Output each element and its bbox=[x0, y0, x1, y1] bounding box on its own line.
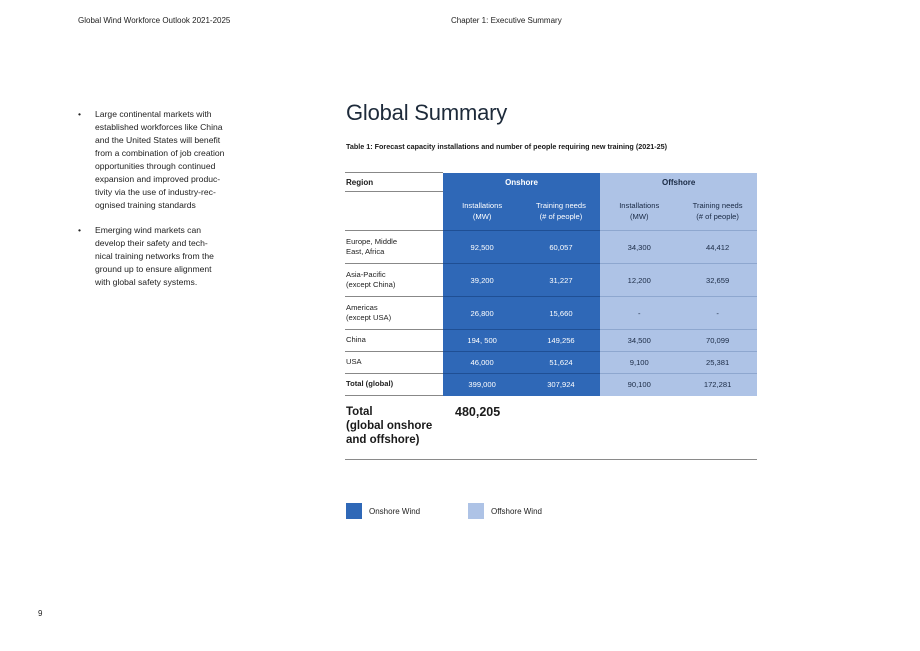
bullet-item bbox=[78, 224, 258, 289]
table-row bbox=[345, 231, 757, 264]
onshore-installations-cell: 26,800 bbox=[443, 297, 522, 330]
grand-total-label bbox=[346, 405, 432, 447]
running-header-title: Global Wind Workforce Outlook 2021-2025 bbox=[78, 16, 231, 25]
onshore-installations-cell: 46,000 bbox=[443, 352, 522, 374]
region-cell bbox=[345, 264, 443, 297]
subheader-line: Installations bbox=[462, 200, 503, 210]
page-number: 9 bbox=[38, 609, 43, 618]
table-subheader-row bbox=[345, 192, 757, 231]
region-line: East, Africa bbox=[346, 247, 385, 256]
region-cell bbox=[345, 231, 443, 264]
legend-offshore-label: Offshore Wind bbox=[491, 506, 542, 516]
bullet-marker: • bbox=[78, 109, 82, 119]
onshore-installations-cell: 92,500 bbox=[443, 231, 522, 264]
onshore-swatch bbox=[346, 503, 362, 519]
bullet-line: tivity via the use of industry-rec- bbox=[95, 187, 216, 197]
bullet-line: and the United States will benefit bbox=[95, 135, 221, 145]
region-cell: Total (global) bbox=[345, 374, 443, 396]
bullet-line: ground up to ensure alignment bbox=[95, 264, 212, 274]
subheader-line: Training needs bbox=[692, 200, 743, 210]
subheader-line: (MW) bbox=[472, 211, 492, 221]
running-header-chapter: Chapter 1: Executive Summary bbox=[451, 16, 562, 25]
offshore-swatch bbox=[468, 503, 484, 519]
region-header: Region bbox=[345, 173, 443, 192]
bullet-line: from a combination of job creation bbox=[95, 148, 225, 158]
offshore-training-cell: 70,099 bbox=[678, 330, 757, 352]
bullet-list bbox=[78, 108, 258, 301]
subheader-line: Training needs bbox=[535, 200, 586, 210]
region-line: Asia-Pacific bbox=[346, 269, 386, 279]
table-row bbox=[345, 297, 757, 330]
onshore-training-cell: 15,660 bbox=[522, 297, 601, 330]
bullet-line: with global safety systems. bbox=[95, 277, 198, 287]
bullet-line: nical training networks from the bbox=[95, 251, 214, 261]
bullet-item bbox=[78, 108, 258, 212]
onshore-installations-cell: 194, 500 bbox=[443, 330, 522, 352]
offshore-installations-cell: - bbox=[600, 297, 678, 330]
offshore-installations-cell: 12,200 bbox=[600, 264, 678, 297]
region-cell bbox=[345, 297, 443, 330]
grand-total-label-line: and offshore) bbox=[346, 434, 420, 446]
onshore-training-cell: 31,227 bbox=[522, 264, 601, 297]
subheader-line: (# of people) bbox=[539, 211, 583, 221]
onshore-training-cell: 60,057 bbox=[522, 231, 601, 264]
onshore-training-cell: 149,256 bbox=[522, 330, 601, 352]
offshore-installations-cell: 34,500 bbox=[600, 330, 678, 352]
region-cell: USA bbox=[345, 352, 443, 374]
bullet-line: ognised training standards bbox=[95, 200, 196, 210]
region-line: (except USA) bbox=[346, 313, 392, 322]
divider bbox=[345, 459, 757, 460]
bullet-line: Large continental markets with bbox=[95, 109, 212, 119]
region-line: (except China) bbox=[346, 280, 396, 289]
table-caption: Table 1: Forecast capacity installations and number of people requiring new training (2021-25) bbox=[346, 142, 667, 151]
offshore-installations-cell: 34,300 bbox=[600, 231, 678, 264]
offshore-training-cell: - bbox=[678, 297, 757, 330]
onshore-training-cell: 51,624 bbox=[522, 352, 601, 374]
offshore-training-cell: 32,659 bbox=[678, 264, 757, 297]
region-line: Americas bbox=[346, 302, 378, 312]
table-row bbox=[345, 264, 757, 297]
region-line: Europe, Middle bbox=[346, 236, 398, 246]
offshore-training-cell: 172,281 bbox=[678, 374, 757, 396]
bullet-line: develop their safety and tech- bbox=[95, 238, 208, 248]
offshore-training-cell: 25,381 bbox=[678, 352, 757, 374]
grand-total-label-line: (global onshore bbox=[346, 420, 433, 432]
grand-total-label-line: Total bbox=[346, 406, 373, 418]
onshore-installations-header bbox=[443, 192, 522, 231]
grand-total-value: 480,205 bbox=[455, 405, 501, 419]
onshore-training-cell: 307,924 bbox=[522, 374, 601, 396]
table-total-row bbox=[345, 374, 757, 396]
bullet-line: Emerging wind markets can bbox=[95, 225, 202, 235]
offshore-installations-cell: 90,100 bbox=[600, 374, 678, 396]
bullet-line: established workforces like China bbox=[95, 122, 223, 132]
onshore-training-header bbox=[522, 192, 601, 231]
legend-onshore bbox=[346, 503, 420, 519]
onshore-installations-cell: 39,200 bbox=[443, 264, 522, 297]
onshore-header: Onshore bbox=[443, 173, 601, 192]
bullet-line: expansion and improved produc- bbox=[95, 174, 221, 184]
offshore-installations-cell: 9,100 bbox=[600, 352, 678, 374]
legend-offshore bbox=[468, 503, 542, 519]
table-row bbox=[345, 330, 757, 352]
offshore-training-header bbox=[678, 192, 757, 231]
bullet-marker: • bbox=[78, 225, 82, 235]
forecast-table bbox=[345, 172, 757, 396]
page-title: Global Summary bbox=[346, 100, 508, 125]
legend-onshore-label: Onshore Wind bbox=[369, 506, 421, 516]
offshore-header: Offshore bbox=[600, 173, 757, 192]
subheader-line: (MW) bbox=[629, 211, 649, 221]
offshore-training-cell: 44,412 bbox=[678, 231, 757, 264]
table-header-row bbox=[345, 173, 757, 192]
onshore-installations-cell: 399,000 bbox=[443, 374, 522, 396]
subheader-empty bbox=[345, 192, 443, 231]
subheader-line: (# of people) bbox=[696, 211, 739, 221]
bullet-line: opportunities through continued bbox=[95, 161, 216, 171]
subheader-line: Installations bbox=[619, 200, 660, 210]
region-cell: China bbox=[345, 330, 443, 352]
offshore-installations-header bbox=[600, 192, 678, 231]
table-row bbox=[345, 352, 757, 374]
